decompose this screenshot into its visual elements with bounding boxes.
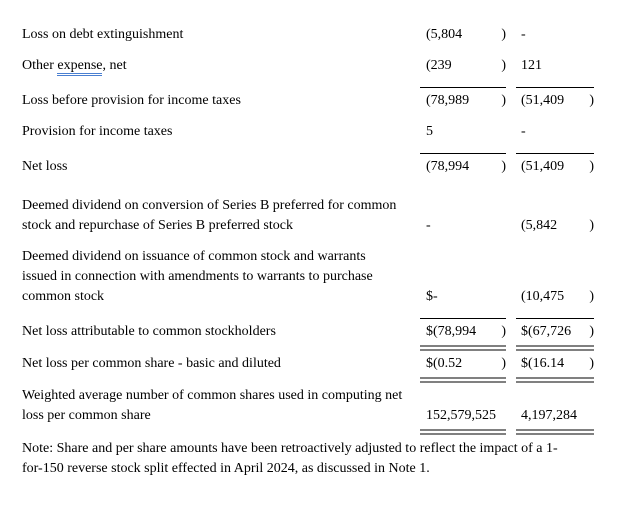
label-text-part: Other (22, 58, 58, 73)
row-label-text: Weighted average number of common shares used in computing net (22, 388, 403, 403)
col2-value: (51,409 (521, 159, 565, 174)
row-label-text: Loss on debt extinguishment (22, 27, 184, 42)
table-row (22, 318, 602, 342)
col1-value: (78,989 (426, 93, 470, 108)
table-row (22, 56, 602, 76)
col2-double-rule (516, 377, 594, 383)
col1-paren: ) (501, 93, 506, 108)
col1-cell-single-rule (420, 87, 506, 111)
col2-paren: ) (589, 93, 594, 108)
col1-paren: ) (501, 324, 506, 339)
col2-paren: ) (589, 356, 594, 371)
col1-paren: ) (501, 356, 506, 371)
col1-value: $- (426, 289, 438, 304)
row-label-text: Net loss (22, 159, 68, 174)
col2-paren: ) (589, 218, 594, 233)
col2-cell (516, 56, 594, 76)
label-text-part: , net (102, 58, 127, 73)
col1-value: (78,994 (426, 159, 470, 174)
row-label-text: loss per common share (22, 408, 151, 423)
col2-cell-single-rule (516, 318, 594, 342)
row-label (22, 354, 420, 374)
col1-value: (5,804 (426, 27, 463, 42)
table-row (22, 122, 602, 142)
col2-value: $(67,726 (521, 324, 572, 339)
col2-value: - (521, 124, 526, 139)
table-row (22, 25, 602, 45)
row-label-text: issued in connection with amendments to warrants to purchase (22, 269, 373, 284)
row-label (22, 386, 420, 426)
col1-value: 5 (426, 124, 433, 139)
row-label (22, 25, 420, 45)
table-row (22, 386, 602, 426)
row-label (22, 91, 420, 111)
table-row (22, 153, 602, 177)
col2-paren: ) (589, 159, 594, 174)
row-label-text: Deemed dividend on issuance of common stock and warrants (22, 249, 366, 264)
table-row (22, 87, 602, 111)
grammar-underlined-word: expense (57, 58, 102, 76)
col2-value: (5,842 (521, 218, 558, 233)
row-label-text: Net loss attributable to common stockholders (22, 324, 276, 339)
row-label-text: Loss before provision for income taxes (22, 93, 241, 108)
col1-value: 152,579,525 (426, 408, 496, 423)
row-label-text: stock and repurchase of Series B preferred stock (22, 218, 293, 233)
footnote-line: Note: Share and per share amounts have been retroactively adjusted to reflect the impact of a 1- (22, 441, 558, 456)
col2-paren: ) (589, 324, 594, 339)
col1-cell (420, 287, 506, 307)
row-label (22, 196, 420, 236)
col1-value: (239 (426, 58, 452, 73)
col1-cell (420, 354, 506, 374)
col2-value: 4,197,284 (521, 408, 577, 423)
col1-double-rule (420, 345, 506, 351)
col2-cell (516, 122, 594, 142)
table-row (22, 196, 602, 236)
col1-cell-single-rule (420, 318, 506, 342)
table-row (22, 354, 602, 374)
col2-cell (516, 216, 594, 236)
col1-cell-single-rule (420, 153, 506, 177)
col2-value: (10,475 (521, 289, 565, 304)
col2-value: 121 (521, 58, 542, 73)
row-label (22, 122, 420, 142)
col2-cell (516, 25, 594, 45)
col2-cell-single-rule (516, 153, 594, 177)
col2-cell (516, 406, 594, 426)
col2-cell (516, 287, 594, 307)
double-rule-row (22, 345, 602, 351)
col2-value: $(16.14 (521, 356, 565, 371)
col1-paren: ) (501, 159, 506, 174)
double-rule-row (22, 377, 602, 383)
row-label (22, 247, 420, 307)
col1-paren: ) (501, 58, 506, 73)
col2-value: - (521, 27, 526, 42)
row-label-text (22, 56, 420, 76)
col1-double-rule (420, 429, 506, 435)
col1-cell (420, 122, 506, 142)
col1-paren: ) (501, 27, 506, 42)
row-label (22, 322, 420, 342)
row-label (22, 157, 420, 177)
row-label (22, 56, 420, 76)
col1-double-rule (420, 377, 506, 383)
col1-cell (420, 56, 506, 76)
col1-cell (420, 216, 506, 236)
footnote-line: for-150 reverse stock split effected in April 2024, as discussed in Note 1. (22, 461, 430, 476)
col2-cell-single-rule (516, 87, 594, 111)
double-rule-row (22, 429, 602, 435)
col2-value: (51,409 (521, 93, 565, 108)
row-label-text: Deemed dividend on conversion of Series B preferred for common (22, 198, 397, 213)
row-label-text: common stock (22, 289, 105, 304)
col1-cell (420, 406, 506, 426)
col1-value: - (426, 218, 431, 233)
col2-paren: ) (589, 289, 594, 304)
table-row (22, 247, 602, 307)
col1-value: $(0.52 (426, 356, 463, 371)
col2-double-rule (516, 345, 594, 351)
row-label-text: Net loss per common share - basic and diluted (22, 356, 281, 371)
col2-cell (516, 354, 594, 374)
col1-value: $(78,994 (426, 324, 477, 339)
col1-cell (420, 25, 506, 45)
col2-double-rule (516, 429, 594, 435)
row-label-text: Provision for income taxes (22, 124, 173, 139)
footnote (22, 439, 602, 479)
